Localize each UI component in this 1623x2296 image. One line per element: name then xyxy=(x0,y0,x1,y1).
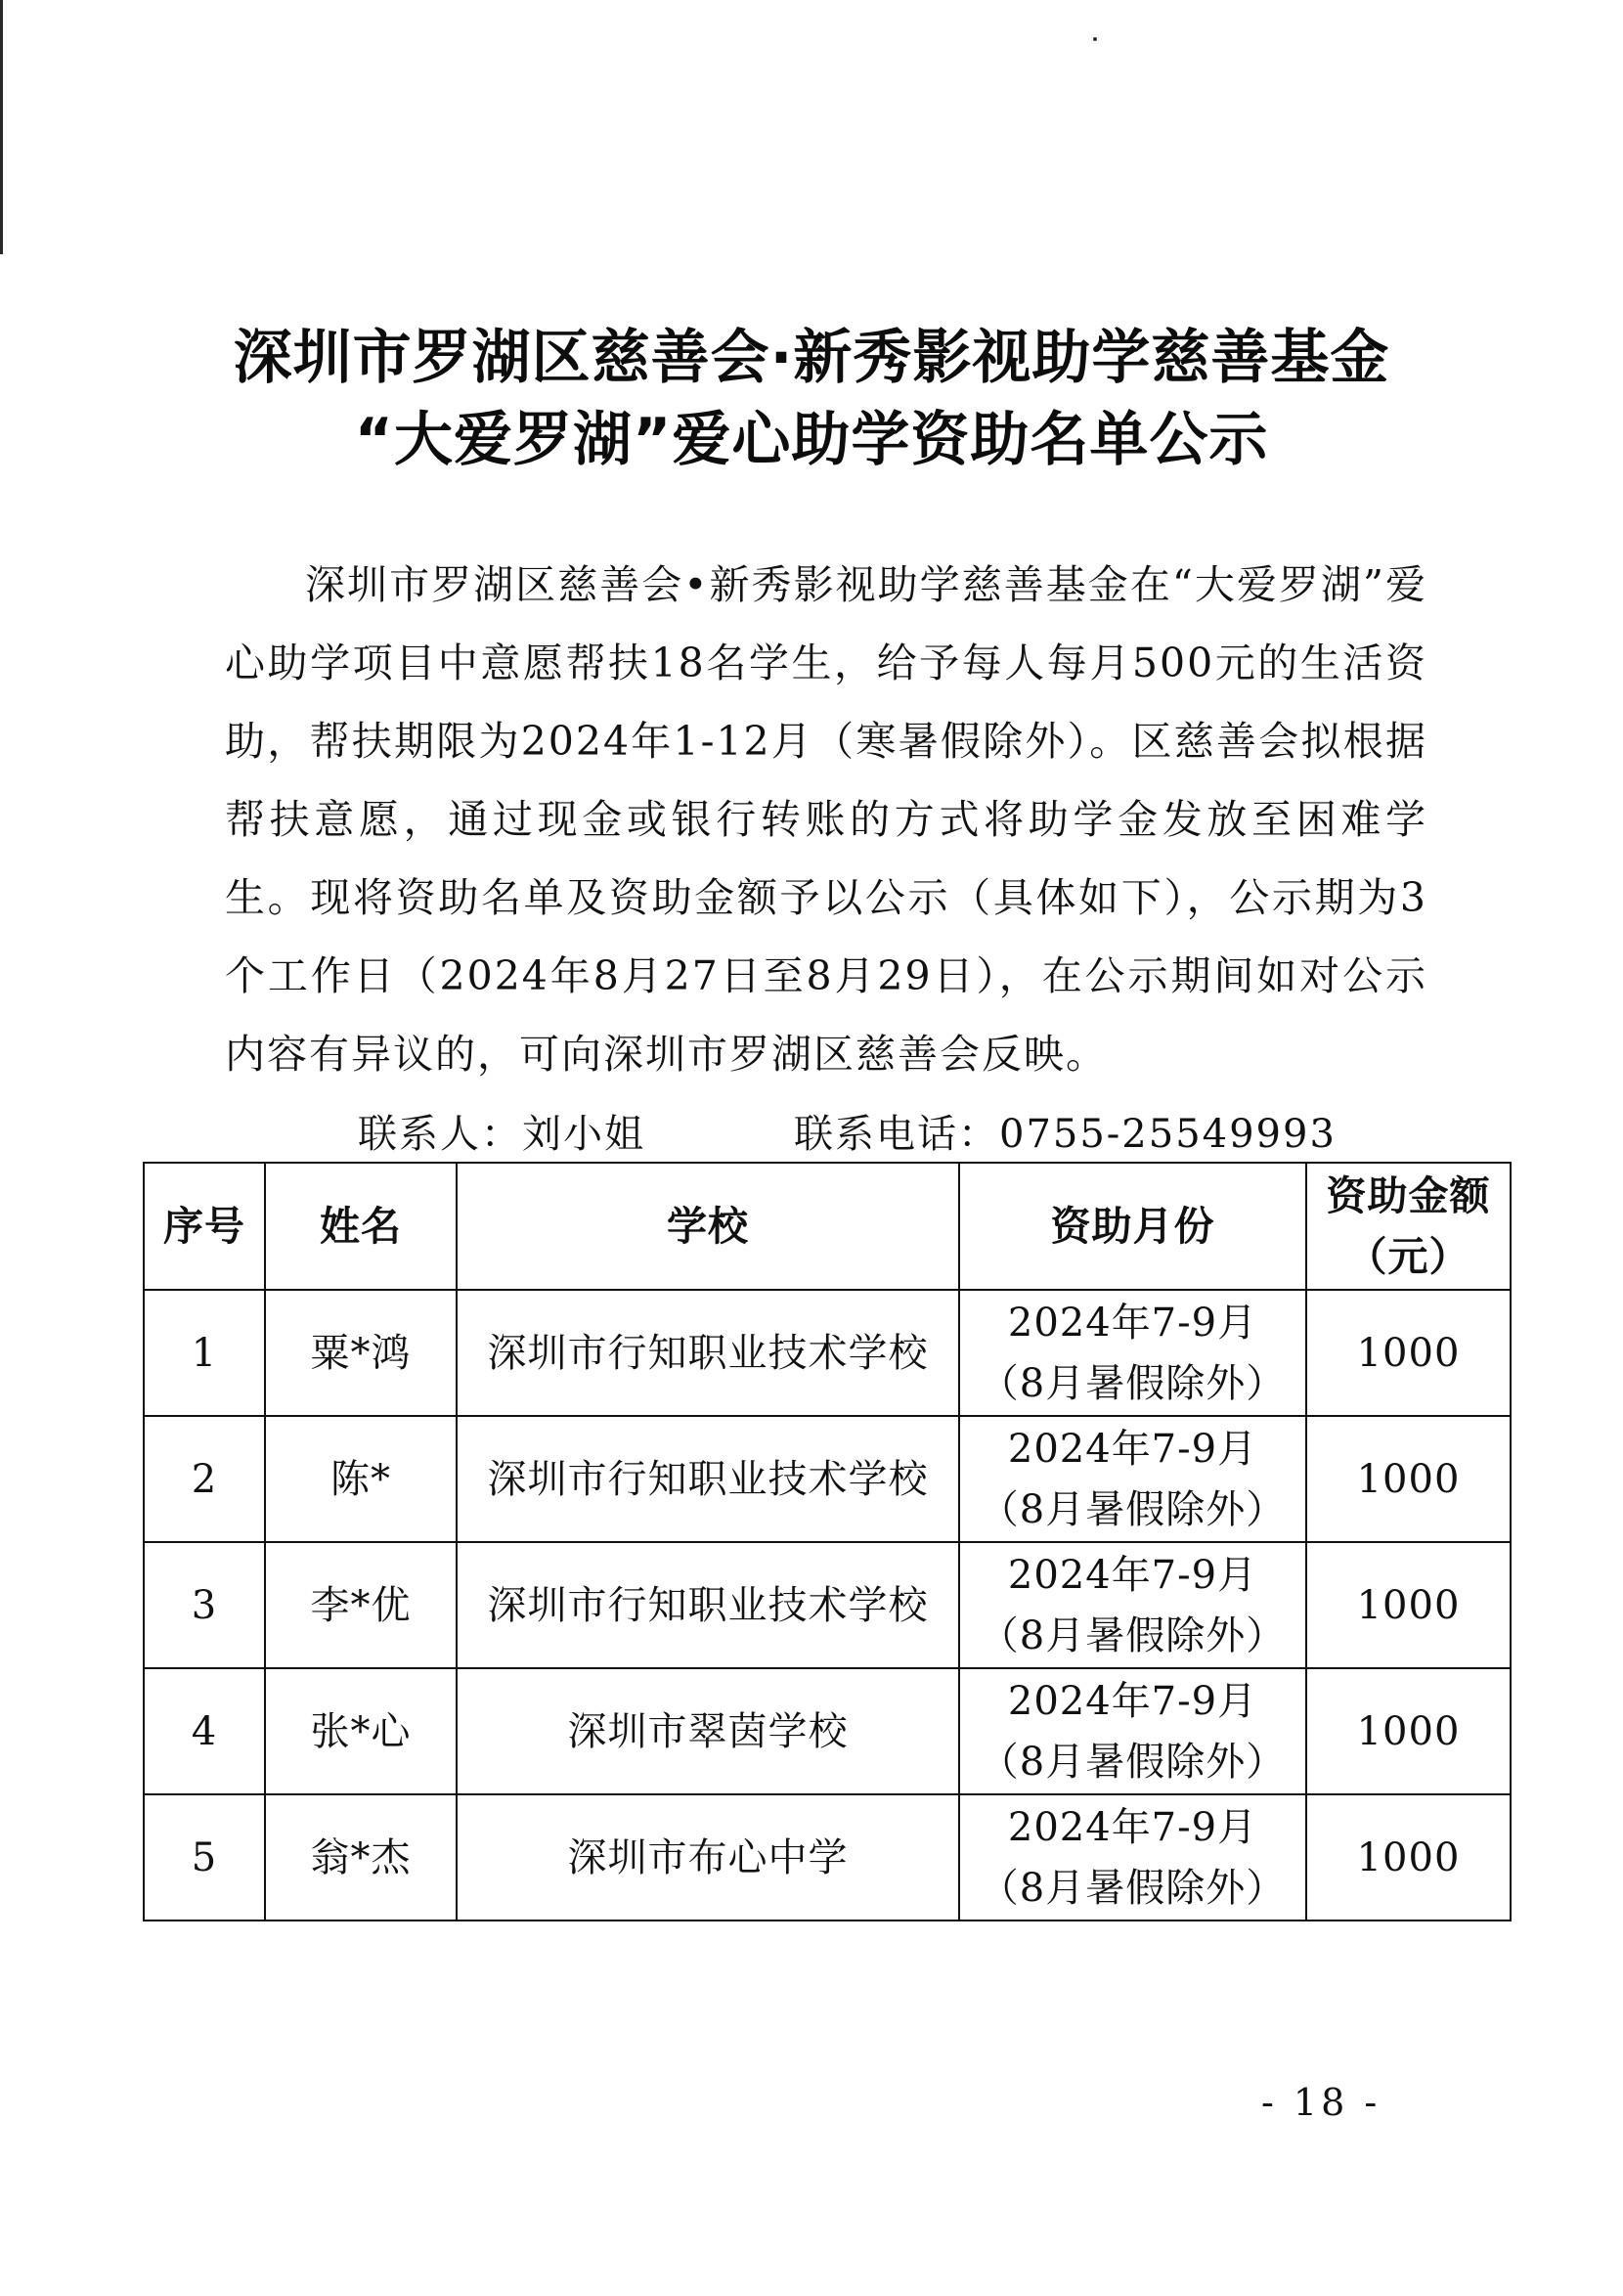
cell-no: 3 xyxy=(144,1542,265,1668)
cell-month-note: （8月暑假除外） xyxy=(979,1360,1287,1406)
funding-list-table xyxy=(143,1162,1512,1921)
cell-month-note: （8月暑假除外） xyxy=(979,1486,1287,1532)
cell-month xyxy=(959,1794,1306,1921)
cell-month-note: （8月暑假除外） xyxy=(979,1739,1287,1785)
cell-name: 张*心 xyxy=(265,1668,457,1794)
cell-school: 深圳市翠茵学校 xyxy=(457,1668,959,1794)
cell-amount: 1000 xyxy=(1306,1794,1511,1921)
cell-month-note: （8月暑假除外） xyxy=(979,1612,1287,1658)
table-row xyxy=(144,1668,1511,1794)
header-month: 资助月份 xyxy=(959,1163,1306,1290)
contact-person: 联系人：刘小姐 xyxy=(358,1112,645,1157)
cell-month-range: 2024年7-9月 xyxy=(1007,1300,1258,1346)
header-amount-label: 资助金额 xyxy=(1326,1172,1491,1219)
cell-month-note: （8月暑假除外） xyxy=(979,1865,1287,1911)
cell-name: 粟*鸿 xyxy=(265,1290,457,1416)
cell-no: 5 xyxy=(144,1794,265,1921)
document-title-line-2: “大爱罗湖”爱心助学资助名单公示 xyxy=(354,406,1269,474)
document-title-line-1: 深圳市罗湖区慈善会·新秀影视助学慈善基金 xyxy=(233,324,1390,392)
scan-speck xyxy=(1093,37,1097,41)
cell-amount: 1000 xyxy=(1306,1542,1511,1668)
table-row xyxy=(144,1416,1511,1542)
cell-name: 李*优 xyxy=(265,1542,457,1668)
cell-school: 深圳市行知职业技术学校 xyxy=(457,1416,959,1542)
contact-phone: 联系电话：0755-25549993 xyxy=(794,1112,1337,1157)
table-row xyxy=(144,1290,1511,1416)
page-number: - 18 - xyxy=(1261,2081,1382,2124)
table-header-row xyxy=(144,1163,1511,1290)
cell-school: 深圳市行知职业技术学校 xyxy=(457,1290,959,1416)
cell-no: 1 xyxy=(144,1290,265,1416)
header-amount-unit: （元） xyxy=(1346,1233,1470,1280)
header-amount xyxy=(1306,1163,1511,1290)
cell-name: 陈* xyxy=(265,1416,457,1542)
cell-month-range: 2024年7-9月 xyxy=(1007,1426,1258,1472)
cell-amount: 1000 xyxy=(1306,1290,1511,1416)
header-name: 姓名 xyxy=(265,1163,457,1290)
cell-name: 翁*杰 xyxy=(265,1794,457,1921)
table-row xyxy=(144,1794,1511,1921)
header-school: 学校 xyxy=(457,1163,959,1290)
cell-no: 4 xyxy=(144,1668,265,1794)
cell-month-range: 2024年7-9月 xyxy=(1007,1552,1258,1598)
table-row xyxy=(144,1542,1511,1668)
announcement-paragraph: 深圳市罗湖区慈善会•新秀影视助学慈善基金在“大爱罗湖”爱心助学项目中意愿帮扶18名学生，给予每人每月500元的生活资助，帮扶期限为2024年1-12月（寒暑假除外）。区慈善会拟根据帮扶意愿，通过现金或银行转账的方式将助学金发放至困难学生。现将资助名单及资助金额予以公示（具体如下），公示期为3个工作日（2024年8月27日至8月29日），在公示期间如对公示内容有异议的，可向深圳市罗湖区慈善会反映。 xyxy=(225,561,1427,1078)
cell-month-range: 2024年7-9月 xyxy=(1007,1678,1258,1724)
cell-month-range: 2024年7-9月 xyxy=(1007,1804,1258,1850)
header-no: 序号 xyxy=(144,1163,265,1290)
cell-amount: 1000 xyxy=(1306,1668,1511,1794)
cell-amount: 1000 xyxy=(1306,1416,1511,1542)
cell-school: 深圳市布心中学 xyxy=(457,1794,959,1921)
cell-school: 深圳市行知职业技术学校 xyxy=(457,1542,959,1668)
scan-edge-line xyxy=(0,0,3,254)
cell-month xyxy=(959,1542,1306,1668)
cell-month xyxy=(959,1416,1306,1542)
cell-month xyxy=(959,1290,1306,1416)
cell-month xyxy=(959,1668,1306,1794)
cell-no: 2 xyxy=(144,1416,265,1542)
